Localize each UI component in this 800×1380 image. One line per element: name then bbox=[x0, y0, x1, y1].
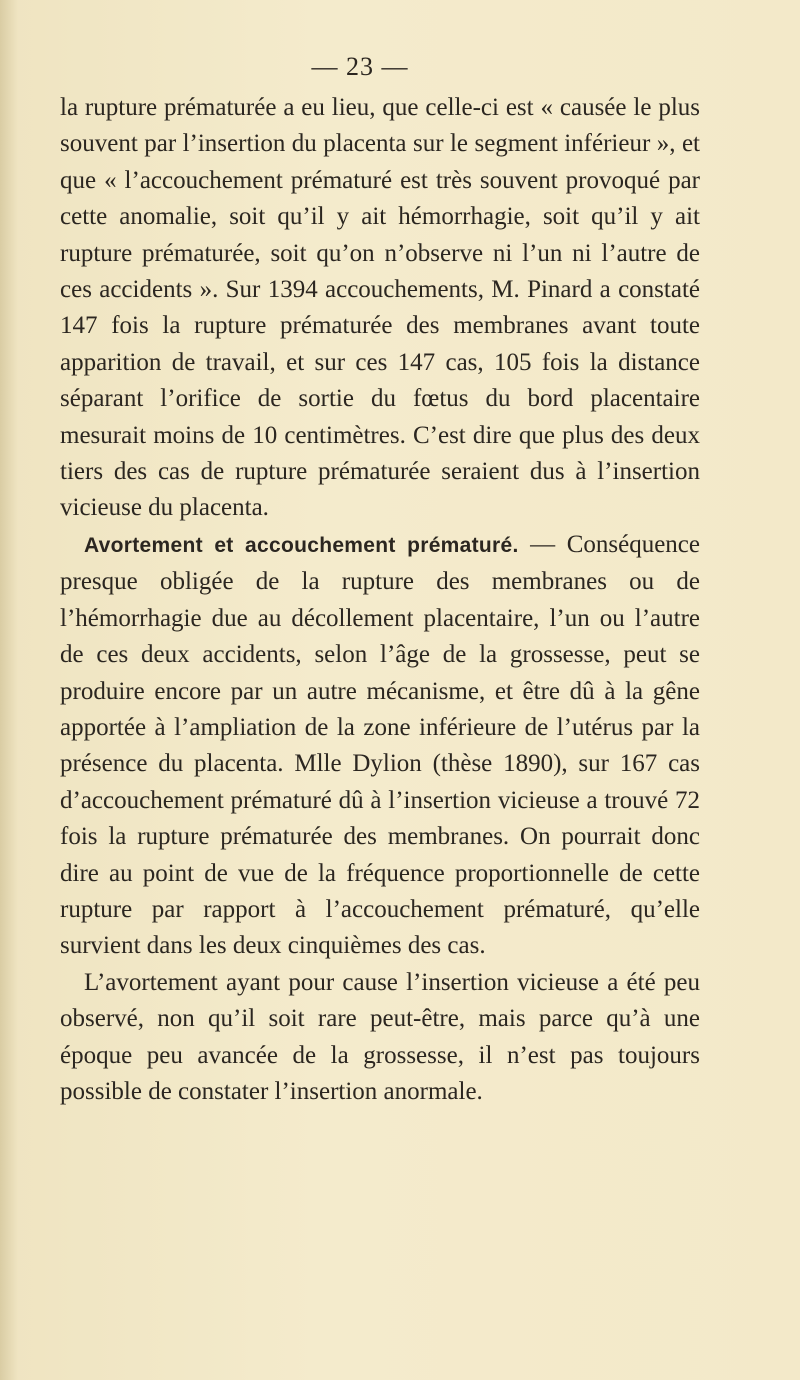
paragraph-rupture-statistics: la rupture prématurée a eu lieu, que celle-ci est « causée le plus souvent par l’insertion du placenta sur le segment inférieur », et que « l’accouchement prématuré est très souvent provoqué par cette anomalie, soit qu’il y ait hémorrhagie, soit qu’il y ait rupture prématurée, soit qu’on n’observe ni l’un ni l’autre de ces accidents ». Sur 1394 accouchements, M. Pinard a constaté 147 fois la rupture prématurée des membranes avant toute apparition de travail, et sur ces 147 cas, 105 fois la distance séparant l’orifice de sortie du fœtus du bord placentaire mesurait moins de 10 centimètres. C’est dire que plus des deux tiers des cas de rupture prématurée seraient dus à l’insertion vicieuse du placenta. bbox=[60, 94, 700, 522]
page-gutter-shadow bbox=[0, 0, 18, 1380]
page-number: — 23 — bbox=[311, 52, 409, 81]
section-text: — Conséquence presque obligée de la rupture des membranes ou de l’hémorrhagie due au décollement placentaire, l’un ou l’autre de ces deux accidents, selon l’âge de la grossesse, peut se produire encore par un autre mécanisme, et être dû à la gêne apportée à l’ampliation de la zone inférieure de l’utérus par la présence du placenta. Mlle Dylion (thèse 1890), sur 167 cas d’accouchement prématuré dû à l’insertion vicieuse a trouvé 72 fois la rupture prématurée des membranes. On pourrait donc dire au point de vue de la fréquence proportionnelle de cette rupture par rapport à l’accouchement prématuré, qu’elle survient dans les deux cinquièmes des cas. bbox=[60, 530, 700, 960]
paragraph-avortement-observation: L’avortement ayant pour cause l’insertion vicieuse a été peu observé, non qu’il soit rare peut-être, mais parce qu’à une époque peu avancée de la grossesse, il n’est pas toujours possible de constater l’insertion anormale. bbox=[60, 968, 700, 1105]
section-heading: Avortement et accouchement prématuré. bbox=[84, 533, 519, 557]
paragraph-avortement-section bbox=[60, 527, 700, 965]
body-text bbox=[60, 90, 700, 1110]
